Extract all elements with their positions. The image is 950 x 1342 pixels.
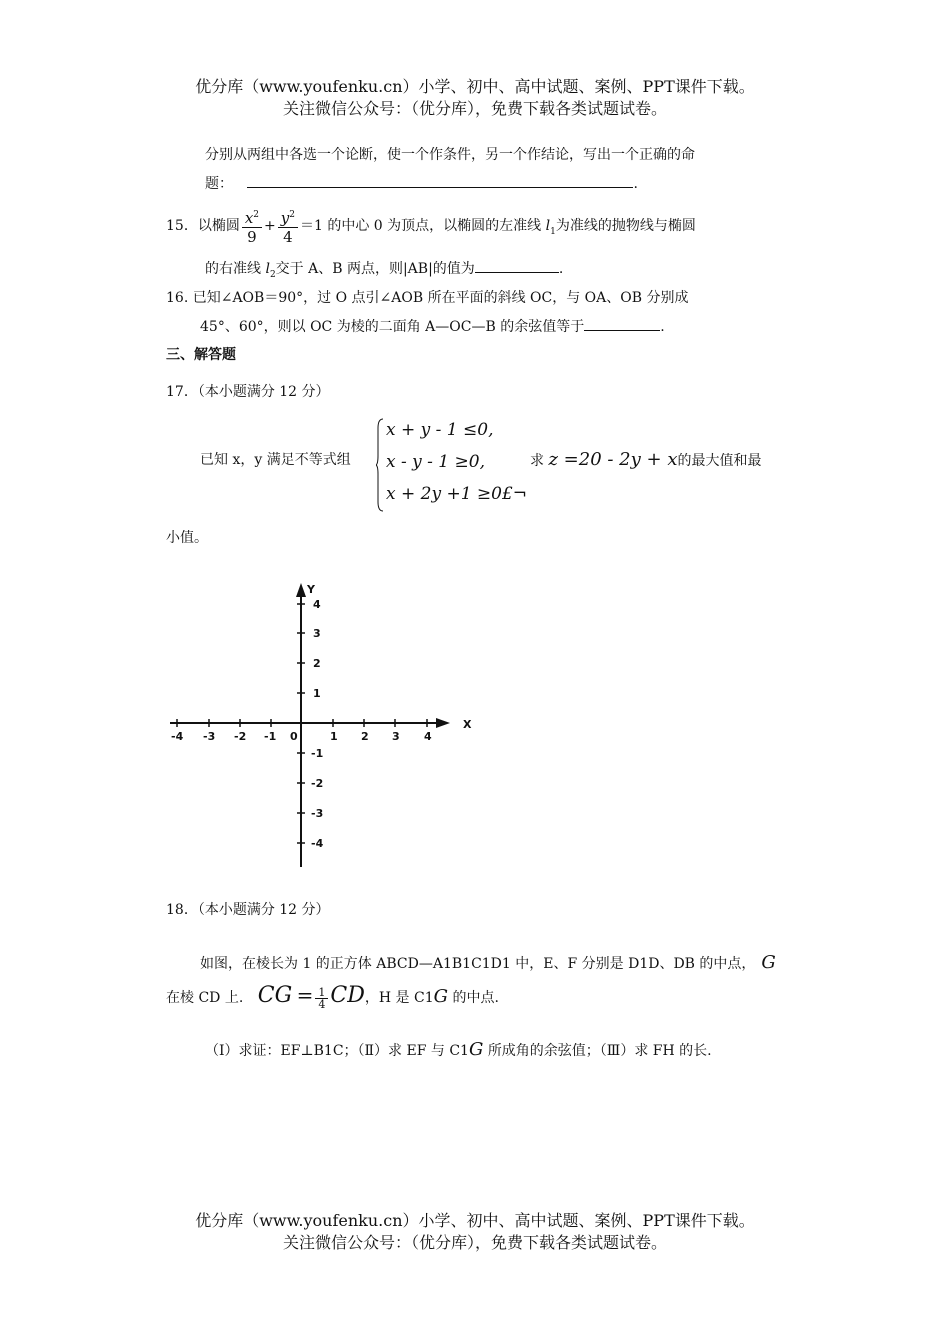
header-line-2: 关注微信公众号：（优分库），免费下载各类试题试卷。: [282, 99, 667, 118]
y-tick-label: 1: [313, 687, 321, 700]
footer-line-1: 优分库（www.youfenku.cn）小学、初中、高中试题、案例、PPT课件下载。: [195, 1211, 755, 1230]
x-tick-label: 1: [330, 730, 338, 743]
x-tick-label: -3: [203, 730, 216, 743]
inequality-1: x + y - 1 ≤0,: [386, 420, 494, 440]
q17-line-2: 小值。: [166, 530, 208, 546]
q15-fraction-y: $\frac{y^2}{4}$: [278, 206, 298, 246]
x-tick-label: 2: [361, 730, 369, 743]
coordinate-graph: [160, 575, 490, 875]
q15-fraction-x: $\frac{x^2}{9}$: [242, 206, 262, 246]
footer-line-2: 关注微信公众号：（优分库），免费下载各类试题试卷。: [282, 1233, 667, 1252]
inequality-3: x + 2y +1 ≥0£¬: [386, 484, 528, 504]
y-tick-label: -4: [311, 837, 324, 850]
y-tick-label: -2: [311, 777, 324, 790]
left-brace: [376, 418, 384, 512]
y-tick-label: -1: [311, 747, 324, 760]
q15-answer-blank[interactable]: [475, 258, 559, 273]
y-axis-label: Y: [307, 583, 315, 596]
q17-title: 17．（本小题满分 12 分）: [166, 384, 330, 400]
q15-line-2: 的右准线 $l_2$交于 A、B 两点，则|AB|的值为 .: [205, 258, 563, 285]
q14-answer-blank[interactable]: [247, 173, 633, 188]
q16-answer-blank[interactable]: [584, 316, 660, 331]
x-tick-label: -1: [264, 730, 277, 743]
x-tick-label: 4: [424, 730, 432, 743]
y-tick-label: -3: [311, 807, 324, 820]
q18-line-3: （Ⅰ）求证：EF⊥B1C；（Ⅱ）求 EF 与 C1G 所成角的余弦值；（Ⅲ）求 FH 的长.: [205, 1039, 712, 1060]
section-3-title: 三、解答题: [166, 347, 236, 363]
x-axis-arrow-icon: [436, 718, 450, 728]
q17-lead: 已知 x，y 满足不等式组: [200, 452, 351, 468]
q15-line-1: 15．以椭圆 $\frac{x^2}{9}$ + $\frac{y^2}{4}$ ＝1 的中心 0 为顶点，以椭圆的左准线 $l_1$为准线的抛物线与椭圆: [166, 206, 696, 252]
q18-fraction: $\frac{1}{4}$: [315, 987, 328, 1010]
y-tick-label: 2: [313, 657, 321, 670]
q16-line-2: 45°、60°，则以 OC 为棱的二面角 A—OC—B 的余弦值等于 .: [200, 316, 665, 337]
x-tick-label: -2: [234, 730, 247, 743]
q18-line-2: 在棱 CD 上. CG = $\frac{1}{4}$ CD，H 是 C1G 的中点.: [166, 983, 499, 1011]
header-line-1: 优分库（www.youfenku.cn）小学、初中、高中试题、案例、PPT课件下载。: [195, 77, 755, 96]
x-tick-label: -4: [171, 730, 184, 743]
y-axis-arrow-icon: [296, 583, 306, 597]
inequality-2: x - y - 1 ≥0,: [386, 452, 485, 472]
objective-expression: z =20 - 2y + x: [548, 449, 678, 470]
inequality-system: [376, 418, 526, 514]
q16-line-1: 16. 已知∠AOB＝90°，过 O 点引∠AOB 所在平面的斜线 OC，与 OA、OB 分别成: [166, 290, 689, 306]
y-tick-label: 3: [313, 627, 321, 640]
y-tick-label: 4: [313, 598, 321, 611]
q18-line-1: 如图，在棱长为 1 的正方体 ABCD—A1B1C1D1 中，E、F 分别是 D1D、DB 的中点， G: [200, 952, 776, 973]
x-axis-label: X: [463, 718, 472, 731]
origin-label: 0: [290, 730, 298, 743]
q18-title: 18．（本小题满分 12 分）: [166, 902, 330, 918]
q14-line-1: 分别从两组中各选一个论断，使一个作条件，另一个作结论，写出一个正确的命: [205, 147, 695, 163]
q14-line-2: 题： .: [205, 173, 638, 194]
x-tick-label: 3: [392, 730, 400, 743]
q17-ask: 求 z =20 - 2y + x的最大值和最: [530, 449, 762, 470]
